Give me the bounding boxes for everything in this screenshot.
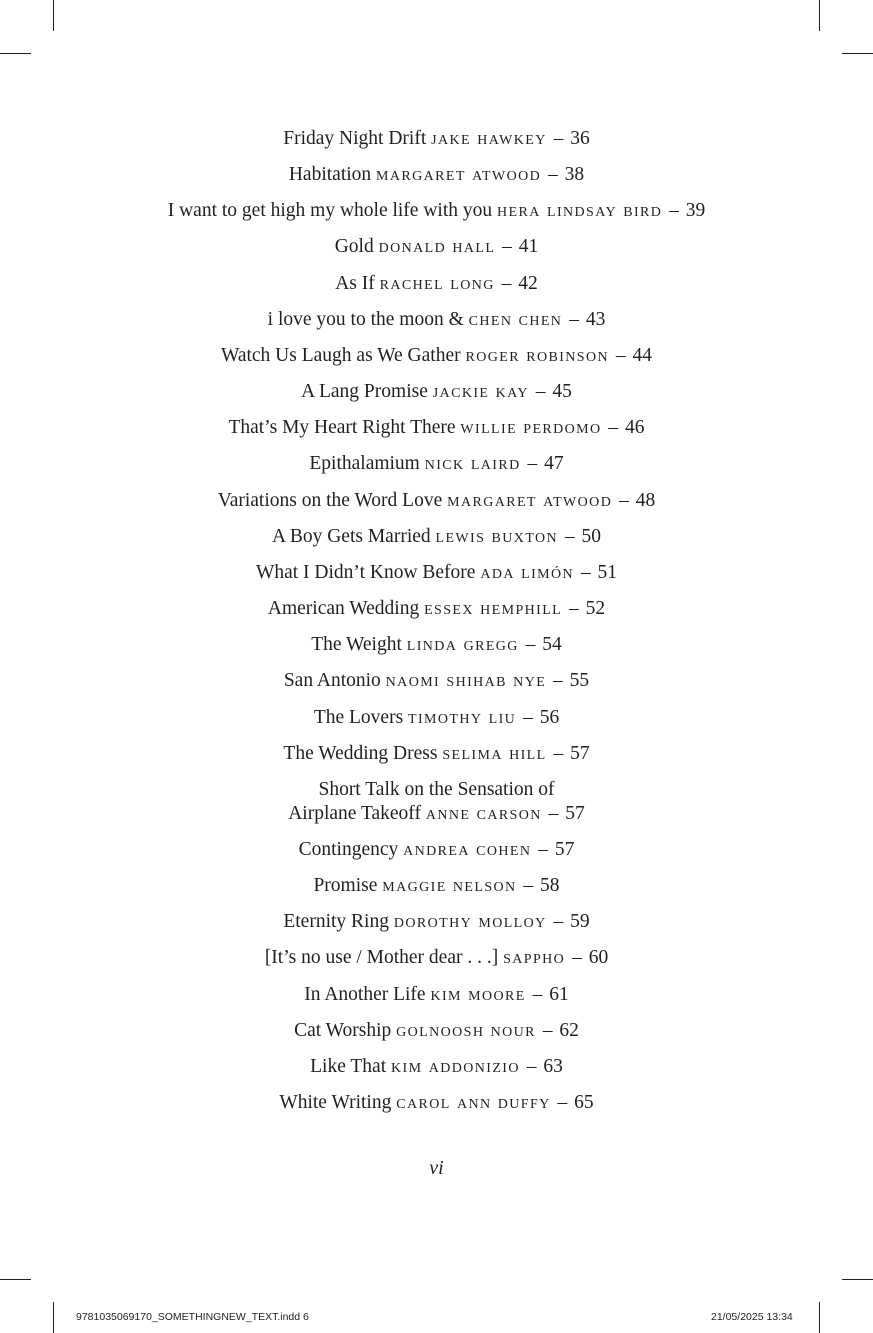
toc-page-number: 50 xyxy=(581,525,602,547)
toc-line xyxy=(0,272,873,296)
toc-entry xyxy=(0,561,873,585)
toc-page-number: 43 xyxy=(585,308,606,330)
toc-entry xyxy=(0,983,873,1007)
toc-page-number: 57 xyxy=(554,838,575,860)
toc-page-number: 56 xyxy=(539,706,560,728)
toc-title: Friday Night Drift xyxy=(283,128,427,149)
toc-author: kim moore xyxy=(430,983,526,1005)
crop-mark-bottom-left-horizontal xyxy=(0,1279,31,1280)
crop-mark-bottom-left xyxy=(53,1302,54,1333)
toc-page-number: 41 xyxy=(518,236,539,258)
toc-title: [It’s no use / Mother dear . . .] xyxy=(264,947,499,969)
toc-separator: – xyxy=(619,489,629,511)
toc-page-number: 57 xyxy=(565,802,585,824)
toc-title: The Lovers xyxy=(313,706,404,728)
toc-entry xyxy=(0,127,873,151)
toc-page-number: 58 xyxy=(540,875,560,897)
toc-author: hera lindsay bird xyxy=(497,200,663,222)
toc-title: Eternity Ring xyxy=(283,911,389,933)
toc-line xyxy=(0,344,873,368)
toc-author: selima hill xyxy=(442,742,547,764)
slug-date-time: 21/05/2025 13:34 xyxy=(711,1311,793,1323)
toc-line xyxy=(0,706,873,730)
toc-entry xyxy=(0,344,873,368)
toc-title: The Weight xyxy=(311,634,402,656)
toc-separator: – xyxy=(553,742,564,764)
toc-author: jake hawkey xyxy=(431,128,547,149)
toc-separator: – xyxy=(523,875,534,897)
toc-separator: – xyxy=(502,236,512,258)
toc-page-number: 63 xyxy=(543,1055,563,1077)
crop-mark-bottom-right-horizontal xyxy=(842,1279,873,1280)
toc-entry xyxy=(0,633,873,657)
toc-page-number: 54 xyxy=(542,634,562,656)
toc-separator: – xyxy=(525,634,536,656)
toc-page-number: 62 xyxy=(559,1019,579,1041)
toc-title: In Another Life xyxy=(304,983,426,1005)
toc-title: Epithalamium xyxy=(309,453,420,475)
toc-author: timothy liu xyxy=(408,706,517,728)
toc-separator: – xyxy=(535,381,546,403)
toc-entry xyxy=(0,669,873,693)
toc-title: As If xyxy=(335,272,375,294)
toc-author: willie perdomo xyxy=(460,417,602,439)
toc-line xyxy=(0,983,873,1007)
toc-entry xyxy=(0,1091,873,1115)
toc-entry xyxy=(0,874,873,898)
toc-separator: – xyxy=(548,802,559,824)
toc-author: naomi shihab nye xyxy=(385,670,547,692)
toc-title: Watch Us Laugh as We Gather xyxy=(220,344,461,366)
slug-file-info: 9781035069170_SOMETHINGNEW_TEXT.indd 6 xyxy=(76,1311,309,1323)
toc-page-number: 47 xyxy=(544,453,564,475)
toc-line xyxy=(0,874,873,898)
toc-separator: – xyxy=(615,344,626,366)
toc-separator: – xyxy=(538,838,548,860)
toc-entry xyxy=(0,452,873,476)
toc-entry xyxy=(0,742,873,766)
toc-separator: – xyxy=(548,164,558,186)
toc-entry xyxy=(0,838,873,862)
toc-title: i love you to the moon & xyxy=(267,308,464,330)
toc-author: lewis buxton xyxy=(435,525,559,547)
toc-author: linda gregg xyxy=(406,634,519,656)
toc-entry xyxy=(0,597,873,621)
crop-mark-top-left-horizontal xyxy=(0,53,31,54)
toc-author: jackie kay xyxy=(432,381,529,403)
toc-entry xyxy=(0,525,873,549)
toc-title-line1: Short Talk on the Sensation of xyxy=(318,778,555,800)
toc-entry xyxy=(0,163,873,187)
toc-title: Gold xyxy=(334,236,374,258)
toc-title: Habitation xyxy=(288,164,372,186)
toc-title: That’s My Heart Right There xyxy=(228,417,456,439)
toc-page-number: 52 xyxy=(585,598,606,620)
page-number: vi xyxy=(429,1157,444,1179)
toc-line xyxy=(0,633,873,657)
toc-author: kim addonizio xyxy=(391,1055,520,1077)
crop-mark-top-left xyxy=(53,0,54,31)
toc-page-number: 44 xyxy=(632,344,652,366)
toc-title: What I Didn’t Know Before xyxy=(255,561,476,583)
toc-entry xyxy=(0,778,873,826)
toc-line xyxy=(0,163,873,187)
toc-separator: – xyxy=(526,1055,537,1077)
toc-line xyxy=(0,910,873,934)
toc-author: ada limón xyxy=(480,561,575,583)
toc-author: anne carson xyxy=(425,802,542,824)
toc-page-number: 46 xyxy=(625,417,645,439)
toc-title: San Antonio xyxy=(283,670,381,692)
toc-separator: – xyxy=(553,670,563,692)
toc-author: carol ann duffy xyxy=(396,1092,551,1114)
toc-entry xyxy=(0,416,873,440)
toc-entry xyxy=(0,910,873,934)
toc-author: nick laird xyxy=(424,453,521,475)
toc-line xyxy=(0,525,873,549)
toc-entry xyxy=(0,946,873,970)
toc-separator: – xyxy=(608,417,619,439)
toc-author: sappho xyxy=(503,947,566,969)
toc-line xyxy=(0,1091,873,1115)
toc-line xyxy=(0,452,873,476)
toc-author: chen chen xyxy=(468,308,563,330)
toc-separator: – xyxy=(553,911,564,933)
toc-separator: – xyxy=(564,525,575,547)
toc-title: American Wedding xyxy=(267,598,420,620)
toc-separator: – xyxy=(569,598,579,620)
toc-line xyxy=(0,946,873,970)
toc-line xyxy=(0,669,873,693)
crop-mark-bottom-right xyxy=(819,1302,820,1333)
toc-line xyxy=(0,127,873,151)
toc-line xyxy=(0,199,873,223)
toc-entry xyxy=(0,380,873,404)
toc-separator: – xyxy=(523,706,533,728)
toc-author: golnoosh nour xyxy=(396,1019,536,1041)
table-of-contents xyxy=(0,127,873,1127)
toc-page-number: 61 xyxy=(549,983,569,1005)
toc-page-number: 48 xyxy=(635,489,656,511)
toc-page-number: 42 xyxy=(518,272,538,294)
toc-author: roger robinson xyxy=(465,344,609,366)
toc-entry xyxy=(0,308,873,332)
toc-line xyxy=(0,742,873,766)
toc-title: Contingency xyxy=(298,838,399,860)
toc-title: Airplane Takeoff xyxy=(288,802,421,824)
toc-author: maggie nelson xyxy=(382,875,517,897)
toc-separator: – xyxy=(501,272,512,294)
toc-separator: – xyxy=(572,947,582,969)
toc-line xyxy=(0,802,873,826)
toc-title: A Lang Promise xyxy=(301,381,428,403)
crop-mark-top-right xyxy=(819,0,820,31)
toc-line xyxy=(0,489,873,513)
toc-title: Variations on the Word Love xyxy=(217,489,443,511)
toc-entry xyxy=(0,1019,873,1043)
toc-title: Like That xyxy=(310,1055,387,1077)
toc-line xyxy=(0,308,873,332)
toc-title: Cat Worship xyxy=(294,1019,392,1041)
toc-page-number: 39 xyxy=(685,200,706,222)
toc-line xyxy=(0,235,873,259)
toc-line xyxy=(0,1055,873,1079)
toc-entry xyxy=(0,235,873,259)
toc-separator: – xyxy=(569,308,579,330)
toc-page-number: 36 xyxy=(570,128,590,149)
toc-separator: – xyxy=(532,983,543,1005)
toc-line xyxy=(0,380,873,404)
toc-page-number: 65 xyxy=(574,1092,594,1114)
toc-page-number: 60 xyxy=(588,947,609,969)
toc-entry xyxy=(0,199,873,223)
toc-separator: – xyxy=(542,1019,553,1041)
toc-separator: – xyxy=(553,128,564,149)
toc-separator: – xyxy=(580,561,591,583)
toc-author: essex hemphill xyxy=(424,598,563,620)
toc-page-number: 38 xyxy=(564,164,585,186)
toc-separator: – xyxy=(527,453,538,475)
toc-page-number: 57 xyxy=(570,742,590,764)
toc-entry xyxy=(0,489,873,513)
toc-entry xyxy=(0,1055,873,1079)
toc-line xyxy=(0,838,873,862)
toc-line xyxy=(0,597,873,621)
toc-author: margaret atwood xyxy=(376,164,542,186)
toc-title: White Writing xyxy=(279,1092,392,1114)
toc-line xyxy=(0,1019,873,1043)
toc-page-number: 55 xyxy=(569,670,590,692)
toc-separator: – xyxy=(669,200,679,222)
toc-title: The Wedding Dress xyxy=(283,742,438,764)
toc-title: Promise xyxy=(313,875,378,897)
toc-page-number: 51 xyxy=(597,561,618,583)
toc-separator: – xyxy=(557,1092,568,1114)
toc-entry xyxy=(0,706,873,730)
toc-author: rachel long xyxy=(379,272,495,294)
toc-entry xyxy=(0,272,873,296)
crop-mark-top-right-horizontal xyxy=(842,53,873,54)
toc-line xyxy=(0,561,873,585)
toc-title: A Boy Gets Married xyxy=(271,525,431,547)
toc-author: donald hall xyxy=(378,236,496,258)
toc-author: dorothy molloy xyxy=(393,911,547,933)
toc-title: I want to get high my whole life with you xyxy=(167,200,493,222)
toc-page-number: 45 xyxy=(552,381,572,403)
toc-author: andrea cohen xyxy=(403,838,532,860)
toc-author: margaret atwood xyxy=(447,489,613,511)
toc-page-number: 59 xyxy=(570,911,590,933)
toc-line xyxy=(0,416,873,440)
